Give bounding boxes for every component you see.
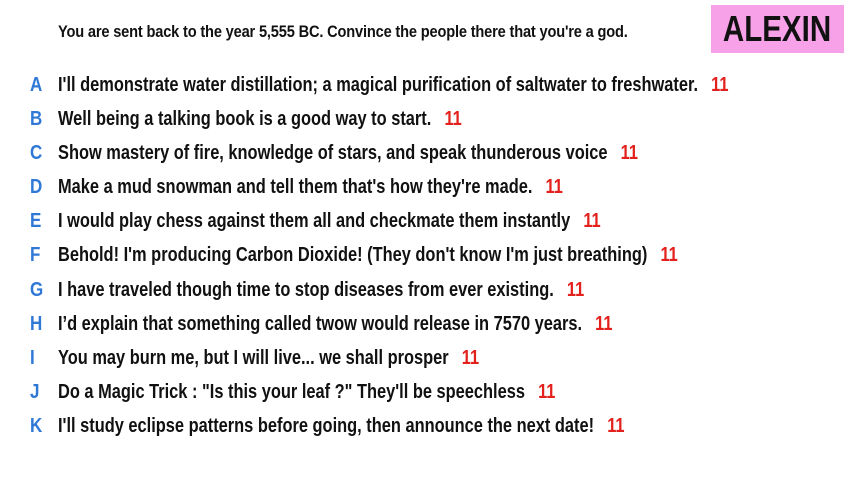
answer-text: Make a mud snowman and tell them that's how they're made. — [58, 175, 533, 198]
answer-text: Behold! I'm producing Carbon Dioxide! (They don't know I'm just breathing) — [58, 243, 648, 266]
answer-letter: F — [30, 243, 41, 266]
answer-score: 11 — [620, 141, 639, 164]
answer-text: I would play chess against them all and checkmate them instantly — [58, 209, 571, 232]
answer-text: You may burn me, but I will live... we shall prosper — [58, 346, 449, 369]
answer-score: 11 — [444, 107, 462, 130]
answer-score: 11 — [461, 346, 480, 369]
answer-letter: K — [30, 414, 43, 437]
answer-letter: E — [30, 209, 42, 232]
answer-letter: A — [30, 73, 43, 96]
answer-score: 11 — [607, 414, 625, 437]
answer-text-wrap — [58, 210, 601, 233]
player-name-badge — [711, 5, 844, 53]
answer-text-wrap — [58, 142, 638, 165]
answer-text-wrap — [58, 415, 625, 438]
answer-text-wrap — [58, 108, 462, 131]
prompt-text: You are sent back to the year 5,555 BC. Convince the people there that you're a god. — [58, 22, 628, 41]
answer-text: I'll demonstrate water distillation; a magical purification of saltwater to freshwater. — [58, 73, 699, 96]
answer-text-wrap — [58, 313, 613, 336]
player-name: ALEXIN — [723, 8, 832, 49]
answer-text-wrap — [58, 279, 584, 302]
answer-text: Well being a talking book is a good way to start. — [58, 107, 432, 130]
answer-text-wrap — [58, 244, 678, 267]
answer-text-wrap — [58, 176, 563, 199]
answer-score: 11 — [583, 209, 601, 232]
answer-score: 11 — [595, 312, 613, 335]
answer-text-wrap — [58, 74, 728, 97]
answer-text: I have traveled though time to stop diseases from ever existing. — [58, 278, 554, 301]
answer-letter: I — [30, 346, 35, 369]
answer-score: 11 — [566, 278, 585, 301]
answer-text-wrap — [58, 347, 479, 370]
answer-text: Show mastery of fire, knowledge of stars, and speak thunderous voice — [58, 141, 608, 164]
answer-letter: G — [30, 278, 44, 301]
answer-score: 11 — [711, 73, 729, 96]
answer-letter: J — [30, 380, 40, 403]
answer-text: I’d explain that something called twow would release in 7570 years. — [58, 312, 583, 335]
answer-letter: D — [30, 175, 43, 198]
answer-letter: H — [30, 312, 43, 335]
answer-letter: B — [30, 107, 43, 130]
answer-score: 11 — [660, 243, 678, 266]
answer-text: I'll study eclipse patterns before going, then announce the next date! — [58, 414, 595, 437]
answer-score: 11 — [538, 380, 556, 403]
answer-text-wrap — [58, 381, 555, 404]
answer-text: Do a Magic Trick : "Is this your leaf ?" They'll be speechless — [58, 380, 525, 403]
answer-letter: C — [30, 141, 43, 164]
answer-score: 11 — [545, 175, 563, 198]
